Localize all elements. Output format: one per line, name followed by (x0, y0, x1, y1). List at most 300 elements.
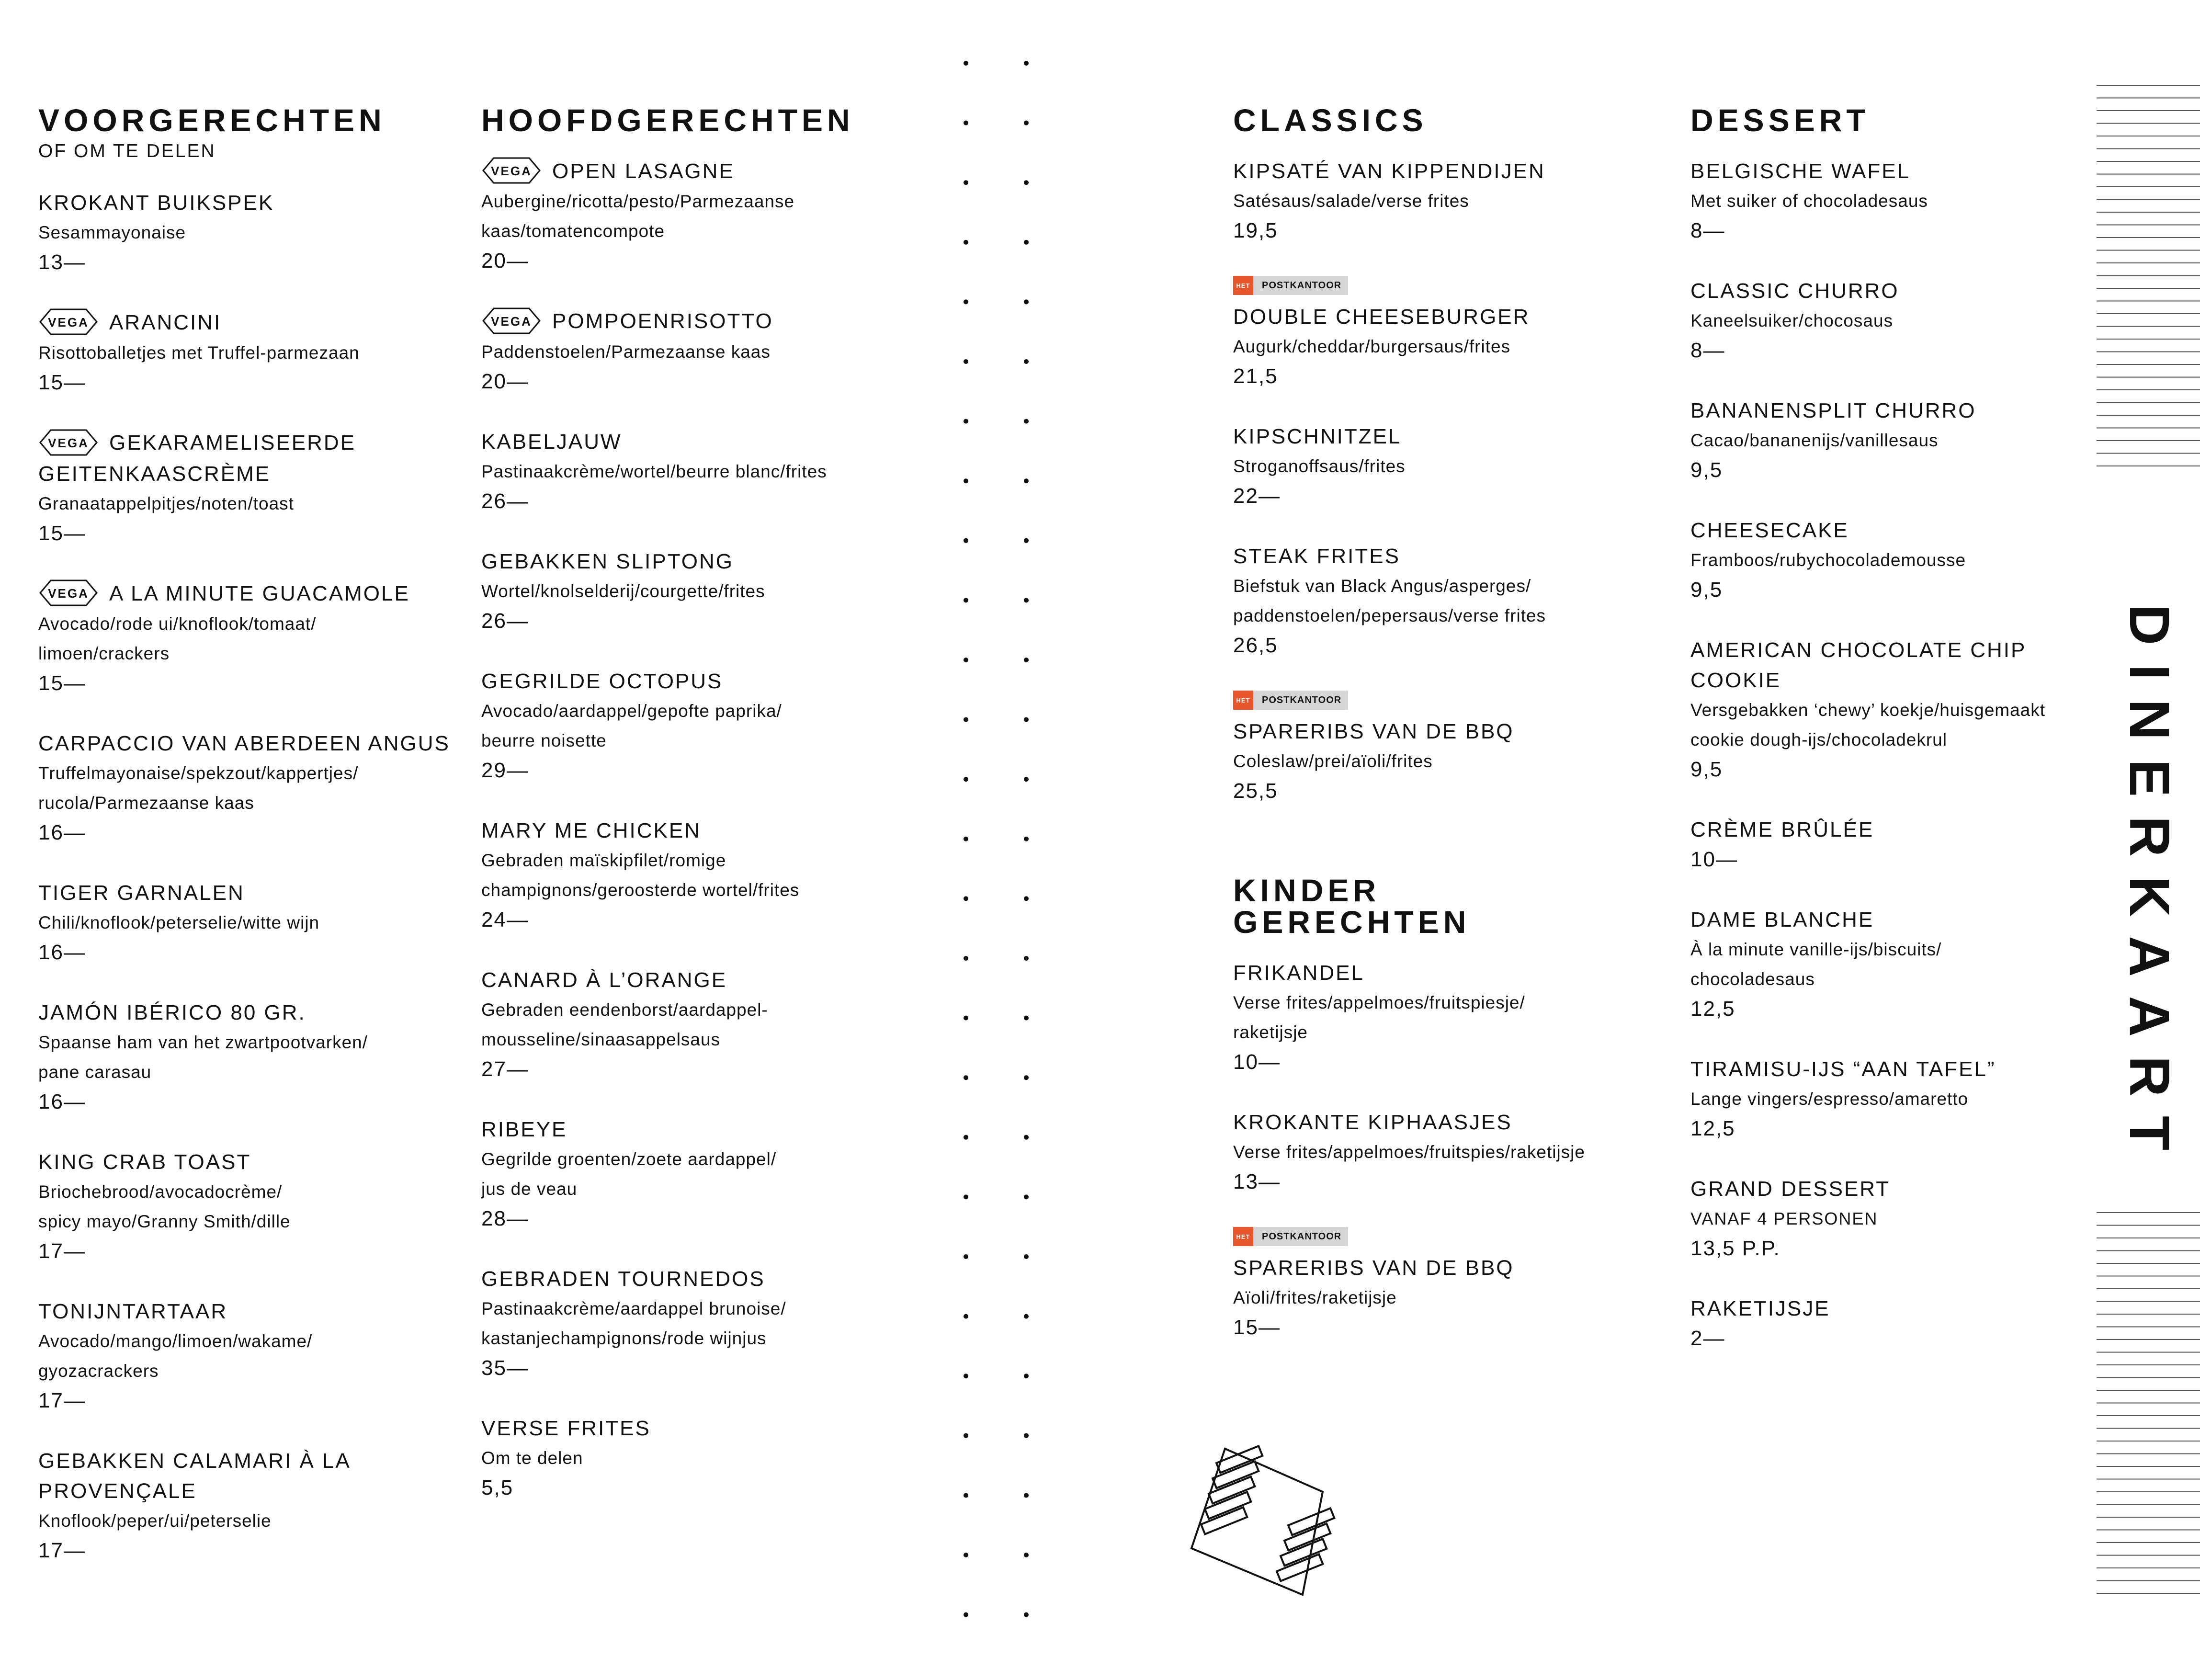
item-name-text: RIBEYE (481, 1117, 567, 1141)
item-price: 26,5 (1233, 634, 1278, 657)
item-price: 35— (481, 1356, 529, 1380)
menu-item (1233, 691, 1655, 806)
item-description: beurre noisette (481, 730, 607, 750)
item-name (38, 1296, 450, 1327)
item-name-text: AMERICAN CHOCOLATE CHIP (1690, 638, 2027, 662)
item-name (481, 427, 912, 457)
divider-dot (1024, 1493, 1029, 1498)
divider-dot (964, 240, 968, 245)
divider-dot (964, 61, 968, 66)
item-description: Gebraden eendenborst/aardappel- (481, 999, 768, 1020)
item-description: Risottoballetjes met Truffel-parmezaan (38, 343, 360, 363)
divider-dot (1024, 299, 1029, 304)
item-name-text: OPEN LASAGNE (552, 159, 735, 183)
item-description: Briochebrood/avocadocrème/ (38, 1182, 283, 1202)
item-name-text: GEKARAMELISEERDE (109, 431, 356, 455)
item-description: jus de veau (481, 1179, 578, 1199)
item-description: Biefstuk van Black Angus/asperges/ (1233, 576, 1531, 596)
item-description: Met suiker of chocoladesaus (1690, 191, 1928, 211)
item-price: 20— (481, 369, 529, 393)
item-name-text: CANARD À L’ORANGE (481, 968, 727, 992)
item-name (1690, 1174, 2093, 1204)
divider-dot (964, 1135, 968, 1140)
vega-label: VEGA (491, 164, 532, 179)
item-name-text: CLASSIC CHURRO (1690, 279, 1899, 303)
item-name (38, 188, 450, 218)
item-description: Sesammayonaise (38, 223, 186, 242)
item-description: VANAF 4 PERSONEN (1690, 1209, 1878, 1228)
item-name (1690, 396, 2093, 426)
menu-item (1233, 1227, 1655, 1342)
divider-dot (1024, 777, 1029, 782)
item-price: 15— (38, 521, 86, 545)
item-description: Avocado/mango/limoen/wakame/ (38, 1331, 313, 1351)
divider-dot (964, 896, 968, 901)
item-description: Paddenstoelen/Parmezaanse kaas (481, 341, 771, 362)
menu-item (1233, 1107, 1655, 1197)
stripes-decoration-bottom (2097, 1212, 2200, 1600)
item-name (481, 666, 912, 696)
badge-het-label: HET (1233, 276, 1253, 295)
divider-dot (1024, 1553, 1029, 1557)
item-name-line2: COOKIE (1690, 669, 1781, 692)
divider-dot (1024, 598, 1029, 602)
menu-item (38, 579, 450, 698)
divider-dot (964, 299, 968, 304)
item-name-line2: GEITENKAASCRÈME (38, 462, 271, 486)
item-name (38, 728, 450, 759)
item-name-text: JAMÓN IBÉRICO 80 GR. (38, 1001, 306, 1025)
menu-item (38, 307, 450, 397)
item-price: 15— (38, 371, 86, 395)
vega-badge-icon (481, 306, 542, 335)
vega-badge-icon (481, 156, 542, 185)
item-name (481, 156, 912, 187)
item-name (1690, 276, 2093, 306)
menu-item (481, 306, 912, 396)
item-description: raketijsje (1233, 1022, 1308, 1042)
divider-dot (964, 359, 968, 364)
item-price: 13,5 P.P. (1690, 1237, 1780, 1260)
item-name-text: KROKANTE KIPHAASJES (1233, 1111, 1512, 1134)
divider-dot (964, 837, 968, 841)
menu-item (1233, 156, 1655, 246)
divider-dot (1024, 121, 1029, 125)
section-title-dessert: DESSERT (1690, 102, 1870, 138)
item-description: mousseline/sinaasappelsaus (481, 1029, 721, 1049)
item-price: 13— (1233, 1170, 1281, 1193)
stripes-decoration-top (2097, 84, 2200, 472)
item-name-text: GEGRILDE OCTOPUS (481, 669, 723, 693)
item-name (1233, 421, 1655, 452)
item-price: 9,5 (1690, 578, 1723, 602)
divider-dot (1024, 1016, 1029, 1021)
item-price: 12,5 (1690, 1117, 1735, 1140)
item-name (1233, 716, 1655, 747)
menu-item (38, 1446, 450, 1566)
item-name (481, 1114, 912, 1145)
item-description: Verse frites/appelmoes/fruitspies/raketijsje (1233, 1142, 1585, 1162)
divider-dot (964, 777, 968, 782)
classics-column (1233, 104, 1655, 1373)
item-name (38, 428, 450, 458)
item-price: 5,5 (481, 1476, 514, 1499)
item-price: 26— (481, 609, 529, 633)
item-description: pane carasau (38, 1062, 152, 1082)
divider-dot (1024, 658, 1029, 662)
item-name-text: TIGER GARNALEN (38, 881, 245, 905)
menu-item (1690, 1054, 2093, 1144)
menu-list (1233, 156, 1655, 806)
item-name (1690, 156, 2093, 186)
divider-dot (964, 1194, 968, 1199)
vega-label: VEGA (48, 586, 89, 601)
divider-dot (1024, 359, 1029, 364)
item-price: 2— (1690, 1327, 1725, 1350)
item-price: 15— (38, 671, 86, 695)
menu-item (1690, 815, 2093, 874)
divider-dot (1024, 1194, 1029, 1199)
menu-list (481, 156, 912, 1503)
item-price: 9,5 (1690, 758, 1723, 781)
divider-dot (1024, 478, 1029, 483)
item-description: champignons/geroosterde wortel/frites (481, 880, 800, 900)
item-name-text: TIRAMISU-IJS “AAN TAFEL” (1690, 1057, 1996, 1081)
menu-item (38, 878, 450, 967)
divider-dot (1024, 1075, 1029, 1080)
vega-badge-icon (38, 579, 99, 607)
table-sketch-illustration (1183, 1434, 1374, 1602)
item-name-text: KIPSCHNITZEL (1233, 425, 1402, 448)
menu-item (1233, 958, 1655, 1077)
item-name (1690, 515, 2093, 545)
item-name (38, 1147, 450, 1177)
item-description: Avocado/rode ui/knoflook/tomaat/ (38, 614, 317, 634)
item-name (1233, 1253, 1655, 1283)
item-name-text: DOUBLE CHEESEBURGER (1233, 305, 1530, 329)
item-name-text: ARANCINI (109, 311, 222, 334)
divider-dot (964, 658, 968, 662)
dotted-divider (960, 57, 1032, 1628)
item-description: kaas/tomatencompote (481, 221, 665, 241)
badge-name-label: POSTKANTOOR (1262, 280, 1342, 291)
item-description: Stroganoffsaus/frites (1233, 456, 1406, 476)
divider-dot (964, 419, 968, 424)
menu-item (1690, 1174, 2093, 1263)
divider-dot (1024, 1135, 1029, 1140)
item-price: 10— (1690, 848, 1738, 871)
divider-dot (964, 1254, 968, 1259)
item-name (481, 546, 912, 577)
item-description: Framboos/rubychocolademousse (1690, 550, 1966, 570)
vega-label: VEGA (48, 435, 89, 450)
item-name-text: TONIJNTARTAAR (38, 1300, 228, 1324)
item-description: Coleslaw/prei/aïoli/frites (1233, 751, 1433, 771)
divider-dot (1024, 180, 1029, 185)
item-description: Spaanse ham van het zwartpootvarken/ (38, 1033, 368, 1053)
menu-item (1690, 156, 2093, 246)
item-name-text: KING CRAB TOAST (38, 1150, 251, 1174)
item-name-text: GRAND DESSERT (1690, 1177, 1891, 1201)
vega-badge-icon (38, 428, 99, 457)
section-title-classics: CLASSICS (1233, 102, 1428, 138)
menu-item (1690, 635, 2093, 784)
item-description: Augurk/cheddar/burgersaus/frites (1233, 337, 1511, 356)
menu-list (1233, 958, 1655, 1342)
item-price: 16— (38, 1090, 86, 1114)
divider-dot (964, 1553, 968, 1557)
item-price: 13— (38, 250, 86, 274)
item-name (481, 816, 912, 846)
menu-item (38, 998, 450, 1117)
divider-dot (964, 1374, 968, 1378)
menu-item (481, 1114, 912, 1234)
item-description: limoen/crackers (38, 644, 170, 664)
item-name-text: RAKETIJSJE (1690, 1297, 1830, 1320)
menu-item (481, 156, 912, 276)
item-name-text: SPARERIBS VAN DE BBQ (1233, 720, 1514, 743)
item-name (481, 1264, 912, 1294)
item-name (38, 307, 450, 338)
badge-name-label: POSTKANTOOR (1262, 694, 1342, 705)
item-name-text: SPARERIBS VAN DE BBQ (1233, 1256, 1514, 1280)
divider-dot (964, 1433, 968, 1438)
item-price: 27— (481, 1057, 529, 1081)
section-subtitle: OF OM TE DELEN (38, 141, 216, 161)
item-price: 22— (1233, 484, 1281, 508)
item-name-text: BANANENSPLIT CHURRO (1690, 399, 1976, 422)
item-price: 24— (481, 908, 529, 931)
item-name-text: BELGISCHE WAFEL (1690, 159, 1911, 183)
item-price: 10— (1233, 1050, 1281, 1074)
menu-title-vertical: DINERKAART (2118, 604, 2181, 1170)
item-description: Pastinaakcrème/wortel/beurre blanc/frites (481, 461, 827, 481)
item-name (1233, 958, 1655, 988)
menu-item (481, 1413, 912, 1503)
item-price: 17— (38, 1539, 86, 1563)
item-name-text: KABELJAUW (481, 430, 622, 454)
divider-dot (964, 1612, 968, 1617)
item-name (38, 579, 450, 609)
divider-dot (964, 598, 968, 602)
divider-dot (964, 180, 968, 185)
menu-item (1690, 905, 2093, 1024)
item-description: Gegrilde groenten/zoete aardappel/ (481, 1149, 777, 1169)
item-name (38, 998, 450, 1028)
menu-item (38, 1296, 450, 1416)
item-name-text: KIPSATÉ VAN KIPPENDIJEN (1233, 159, 1545, 183)
menu-item (481, 816, 912, 935)
item-description: Verse frites/appelmoes/fruitspiesje/ (1233, 993, 1525, 1012)
divider-dot (964, 538, 968, 543)
item-name (481, 1413, 912, 1443)
table-sketch-icon (1183, 1434, 1374, 1602)
divider-dot (1024, 1314, 1029, 1319)
item-name (481, 306, 912, 337)
menu-item (1690, 1294, 2093, 1353)
divider-dot (964, 1493, 968, 1498)
divider-dot (964, 121, 968, 125)
item-name-text: CHEESECAKE (1690, 519, 1849, 542)
item-price: 12,5 (1690, 997, 1735, 1021)
item-name-text: MARY ME CHICKEN (481, 818, 702, 842)
divider-dot (964, 1314, 968, 1319)
item-description: Truffelmayonaise/spekzout/kappertjes/ (38, 763, 359, 783)
item-description: À la minute vanille-ijs/biscuits/ (1690, 940, 1942, 959)
postkantoor-badge (1233, 1227, 1348, 1246)
item-name-text: CARPACCIO VAN ABERDEEN ANGUS (38, 732, 450, 756)
divider-dot (1024, 61, 1029, 66)
item-description: Aïoli/frites/raketijsje (1233, 1288, 1397, 1307)
item-name-text: POMPOENRISOTTO (552, 309, 773, 333)
postkantoor-badge (1233, 276, 1348, 295)
divider-dot (1024, 1433, 1029, 1438)
divider-dot (1024, 419, 1029, 424)
item-price: 16— (38, 821, 86, 845)
menu-list (1690, 156, 2093, 1353)
item-description: Knoflook/peper/ui/peterselie (38, 1511, 272, 1531)
item-price: 20— (481, 249, 529, 273)
menu-item (38, 728, 450, 848)
divider-dot (1024, 1612, 1029, 1617)
item-name-text: CRÈME BRÛLÉE (1690, 818, 1874, 841)
vega-label: VEGA (491, 314, 532, 329)
item-description: Gebraden maïskipfilet/romige (481, 850, 726, 870)
item-description: Wortel/knolselderij/courgette/frites (481, 581, 765, 601)
item-price: 17— (38, 1389, 86, 1413)
dessert-column (1690, 104, 2093, 1384)
item-name-text: VERSE FRITES (481, 1416, 651, 1440)
item-price: 19,5 (1233, 219, 1278, 242)
item-name (1690, 1294, 2093, 1324)
item-description: paddenstoelen/pepersaus/verse frites (1233, 606, 1546, 625)
item-name (481, 965, 912, 995)
item-price: 17— (38, 1239, 86, 1263)
vega-label: VEGA (48, 315, 89, 330)
item-name-text: A LA MINUTE GUACAMOLE (109, 581, 410, 605)
item-description: Om te delen (481, 1448, 583, 1468)
menu-list (38, 188, 450, 1566)
voorgerechten-column (38, 104, 450, 1596)
item-description: Lange vingers/espresso/amaretto (1690, 1089, 1969, 1109)
divider-dot (1024, 538, 1029, 543)
item-name-text: KROKANT BUIKSPEK (38, 191, 274, 215)
postkantoor-badge (1233, 691, 1348, 710)
item-price: 28— (481, 1206, 529, 1230)
item-price: 8— (1690, 339, 1725, 362)
menu-item (38, 1147, 450, 1266)
menu-item (481, 546, 912, 636)
hoofdgerechten-column (481, 104, 912, 1533)
menu-item (481, 427, 912, 516)
item-description: Versgebakken ‘chewy’ koekje/huisgemaakt (1690, 700, 2046, 720)
item-description: rucola/Parmezaanse kaas (38, 793, 254, 813)
menu-item (481, 666, 912, 785)
menu-item (1233, 421, 1655, 511)
item-description: chocoladesaus (1690, 969, 1815, 989)
item-description: Avocado/aardappel/gepofte paprika/ (481, 701, 782, 721)
item-name (1690, 1054, 2093, 1084)
divider-dot (1024, 1254, 1029, 1259)
item-name-text: STEAK FRITES (1233, 545, 1400, 568)
item-description: Satésaus/salade/verse frites (1233, 191, 1469, 211)
divider-dot (1024, 1374, 1029, 1378)
item-description: Aubergine/ricotta/pesto/Parmezaanse (481, 192, 795, 212)
menu-item (1690, 276, 2093, 365)
item-name (38, 1446, 450, 1476)
divider-dot (964, 717, 968, 722)
menu-item (481, 1264, 912, 1383)
item-name (1233, 302, 1655, 332)
item-description: Cacao/bananenijs/vanillesaus (1690, 431, 1939, 450)
item-description: gyozacrackers (38, 1361, 159, 1381)
item-price: 9,5 (1690, 458, 1723, 482)
divider-dot (1024, 240, 1029, 245)
divider-dot (1024, 896, 1029, 901)
item-name (1233, 541, 1655, 571)
item-price: 29— (481, 758, 529, 782)
item-description: Pastinaakcrème/aardappel brunoise/ (481, 1298, 786, 1318)
section-title-kindergerechten: KINDER GERECHTEN (1233, 873, 1471, 940)
badge-name-label: POSTKANTOOR (1262, 1231, 1342, 1242)
section-title-voorgerechten: VOORGERECHTEN (38, 102, 386, 138)
menu-item (38, 188, 450, 277)
item-description: cookie dough-ijs/chocoladekrul (1690, 730, 1947, 749)
item-description: Granaatappelpitjes/noten/toast (38, 493, 294, 513)
item-name-text: DAME BLANCHE (1690, 908, 1874, 931)
item-name (1233, 1107, 1655, 1137)
divider-dot (1024, 837, 1029, 841)
item-price: 26— (481, 489, 529, 513)
item-price: 21,5 (1233, 364, 1278, 388)
item-description: kastanjechampignons/rode wijnjus (481, 1328, 767, 1348)
menu-item (1690, 396, 2093, 485)
menu-item (38, 428, 450, 548)
divider-dot (1024, 717, 1029, 722)
divider-dot (964, 1075, 968, 1080)
item-name-text: GEBAKKEN CALAMARI À LA (38, 1449, 351, 1473)
divider-dot (964, 956, 968, 961)
item-price: 15— (1233, 1316, 1281, 1339)
vega-badge-icon (38, 307, 99, 336)
item-price: 16— (38, 941, 86, 965)
item-name-text: GEBRADEN TOURNEDOS (481, 1267, 765, 1291)
divider-dot (964, 478, 968, 483)
item-name (1690, 815, 2093, 845)
item-name (1690, 905, 2093, 935)
item-name-text: FRIKANDEL (1233, 961, 1364, 985)
menu-item (1233, 541, 1655, 660)
menu-item (1690, 515, 2093, 605)
item-price: 25,5 (1233, 779, 1278, 803)
section-title-hoofdgerechten: HOOFDGERECHTEN (481, 102, 854, 138)
item-description: spicy mayo/Granny Smith/dille (38, 1212, 291, 1232)
item-name-text: GEBAKKEN SLIPTONG (481, 549, 734, 573)
item-name (1233, 156, 1655, 186)
item-price: 8— (1690, 219, 1725, 242)
badge-het-label: HET (1233, 691, 1253, 710)
item-description: Kaneelsuiker/chocosaus (1690, 311, 1894, 330)
divider-dot (1024, 956, 1029, 961)
item-name-line2: PROVENÇALE (38, 1479, 197, 1503)
menu-item (481, 965, 912, 1084)
divider-dot (964, 1016, 968, 1021)
menu-item (1233, 276, 1655, 391)
item-description: Chili/knoflook/peterselie/witte wijn (38, 913, 320, 933)
item-name (1690, 635, 2093, 665)
badge-het-label: HET (1233, 1227, 1253, 1246)
item-name (38, 878, 450, 908)
